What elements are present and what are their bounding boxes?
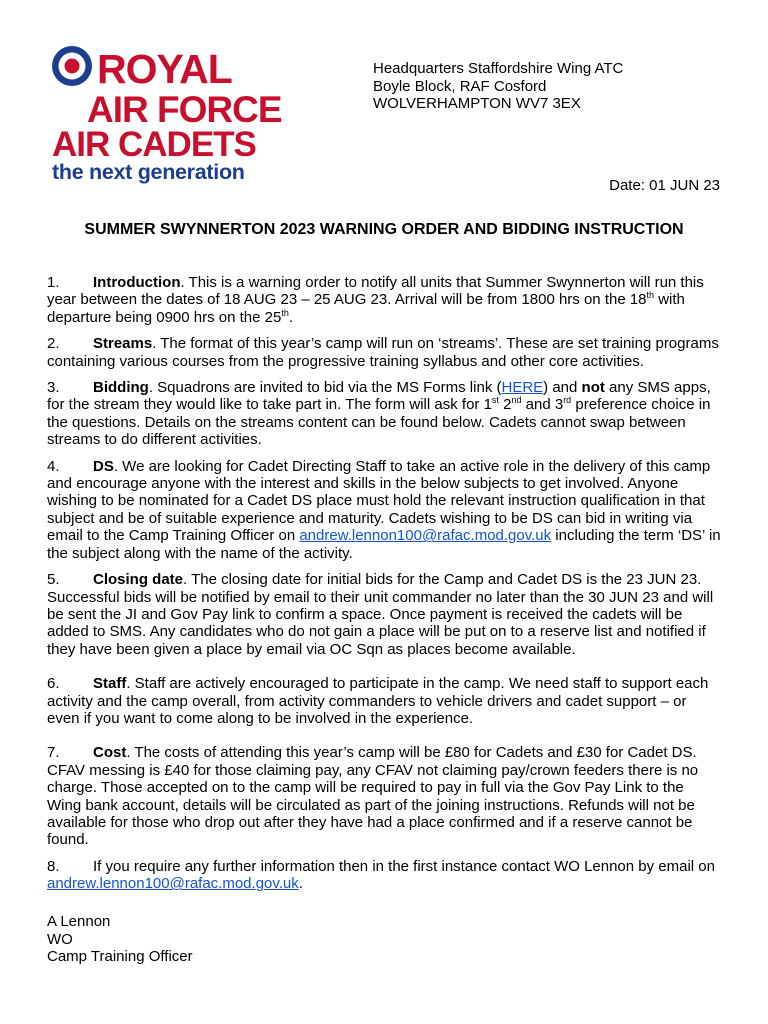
paragraph-heading: Staff [93, 675, 127, 693]
email-link[interactable]: andrew.lennon100@rafac.mod.gov.uk [47, 875, 299, 893]
paragraph-text: and 3 [521, 396, 564, 414]
address-line-1: Headquarters Staffordshire Wing ATC [373, 60, 624, 77]
paragraph-text: . Staff are actively encouraged to participate in the camp. We need staff to support each activity and the camp overall, from activity commanders to vehicle drivers and cadet support – or even if you want to come along to be involved in the experience. [47, 675, 709, 727]
paragraph-streams [47, 335, 721, 370]
paragraph-heading: Cost [93, 744, 127, 762]
superscript: th [281, 307, 289, 318]
address-line-2: Boyle Block, RAF Cosford [373, 77, 547, 95]
paragraph-text: . [288, 308, 294, 326]
paragraph-staff [47, 675, 721, 727]
paragraph-heading: Introduction [93, 274, 181, 291]
paragraph-cost [47, 744, 721, 848]
paragraph-heading: DS [93, 457, 114, 475]
paragraph-text: including the term ‘DS’ in the subject along with the name of the activity. [47, 527, 721, 562]
paragraph-text: . We are looking for Cadet Directing Staff to take an active role in the delivery of this camp and encourage anyone with the interest and skills in the below subjects to get involved. Anyone wishing to be nominated for a Cadet DS place must hold the relevant instruction qualification in that subject and be of suitable experience and maturity. Cadets wishing to be DS can bid in writing via email to the Camp Training Officer on [47, 457, 711, 545]
paragraph-number: 5. [47, 571, 60, 589]
paragraph-ds [47, 458, 721, 562]
paragraph-text: . The costs of attending this year’s camp will be £80 for Cadets and £30 for Cadet DS. CFAV messing is £40 for those claiming pay, any CFAV not claiming pay/crown feeders there is no charge. Those accepted on to the camp will be required to pay in full via the Gov Pay Link to the Wing bank account, details will be circulated as part of the joining instructions. Refunds will not be available for those who drop out after they have had a place confirmed and if a reserve cannot be found. [47, 744, 699, 849]
paragraph-number: 4. [47, 457, 60, 475]
email-link[interactable]: andrew.lennon100@rafac.mod.gov.uk [299, 527, 552, 545]
superscript: th [646, 290, 655, 301]
emphasis-not: not [581, 379, 605, 397]
paragraph-heading: Bidding [93, 379, 149, 397]
logo-air-cadets: AIR CADETS [52, 125, 256, 164]
paragraph-text: 2 [498, 396, 512, 414]
superscript: rd [563, 395, 572, 406]
paragraph-heading: Streams [93, 335, 153, 353]
paragraph-text: . The closing date for initial bids for the Camp and Cadet DS is the 23 JUN 23. Successful bids will be notified by email to their unit commander no later than the 30 JUN 23 and will be sent the JI and Gov Pay link to confirm a space. Once payment is received the cadets will be added to SMS. Any candidates who do not gain a place will be put on to a reserve list and notified if they have been given a place by email via OC Sqn as places become available. [47, 571, 714, 658]
signoff-role: Camp Training Officer [47, 948, 193, 965]
paragraph-number: 2. [47, 335, 60, 353]
ms-forms-link[interactable]: HERE [501, 379, 544, 397]
signoff-rank: WO [47, 930, 73, 948]
paragraph-number: 7. [47, 744, 60, 762]
paragraph-text: any SMS apps, for the stream they would like to take part in. The form will ask for 1 [47, 379, 711, 414]
logo-tagline: the next generation [52, 160, 245, 184]
paragraph-text: . The format of this year’s camp will run on ‘streams’. These are set training programs containing various courses from the progressive training syllabus and other core activities. [47, 335, 719, 370]
paragraph-bidding [47, 379, 721, 449]
paragraph-introduction [47, 274, 721, 326]
paragraph-text: . This is a warning order to notify all units that Summer Swynnerton will run this year between the dates of 18 AUG 23 – 25 AUG 23. Arrival will be from 1800 hrs on the 18 [47, 274, 704, 309]
paragraph-number: 1. [47, 274, 60, 291]
paragraph-closing-date [47, 571, 721, 658]
paragraph-text: with departure being 0900 hrs on the 25 [47, 291, 685, 326]
signoff-block [47, 913, 193, 966]
document-date: Date: 01 JUN 23 [609, 177, 720, 194]
paragraph-text: . Squadrons are invited to bid via the MS Forms link ( [148, 379, 502, 397]
superscript: nd [511, 395, 522, 406]
paragraph-number: 8. [47, 857, 60, 875]
paragraph-heading: Closing date [93, 571, 184, 589]
sender-address [373, 60, 623, 113]
address-line-3: WOLVERHAMPTON WV7 3EX [373, 95, 581, 112]
superscript: st [491, 395, 499, 406]
document-body [47, 274, 721, 902]
paragraph-text: If you require any further information then in the first instance contact WO Lennon by email on [93, 857, 715, 875]
paragraph-number: 3. [47, 379, 60, 397]
logo-air-force: AIR FORCE [87, 89, 282, 130]
paragraph-text: ) and [543, 379, 582, 397]
signoff-name: A Lennon [47, 913, 111, 930]
logo-royal: ROYAL [97, 46, 232, 92]
raf-air-cadets-logo [45, 40, 285, 186]
paragraph-number: 6. [47, 675, 60, 693]
paragraph-text: preference choice in the questions. Details on the streams content can be found below. Cadets cannot swap between streams to do different activities. [47, 396, 711, 449]
document-title: SUMMER SWYNNERTON 2023 WARNING ORDER AND BIDDING INSTRUCTION [84, 221, 684, 238]
paragraph-further-info [47, 858, 721, 893]
paragraph-text: . [298, 875, 303, 893]
raf-roundel-icon [51, 45, 93, 87]
